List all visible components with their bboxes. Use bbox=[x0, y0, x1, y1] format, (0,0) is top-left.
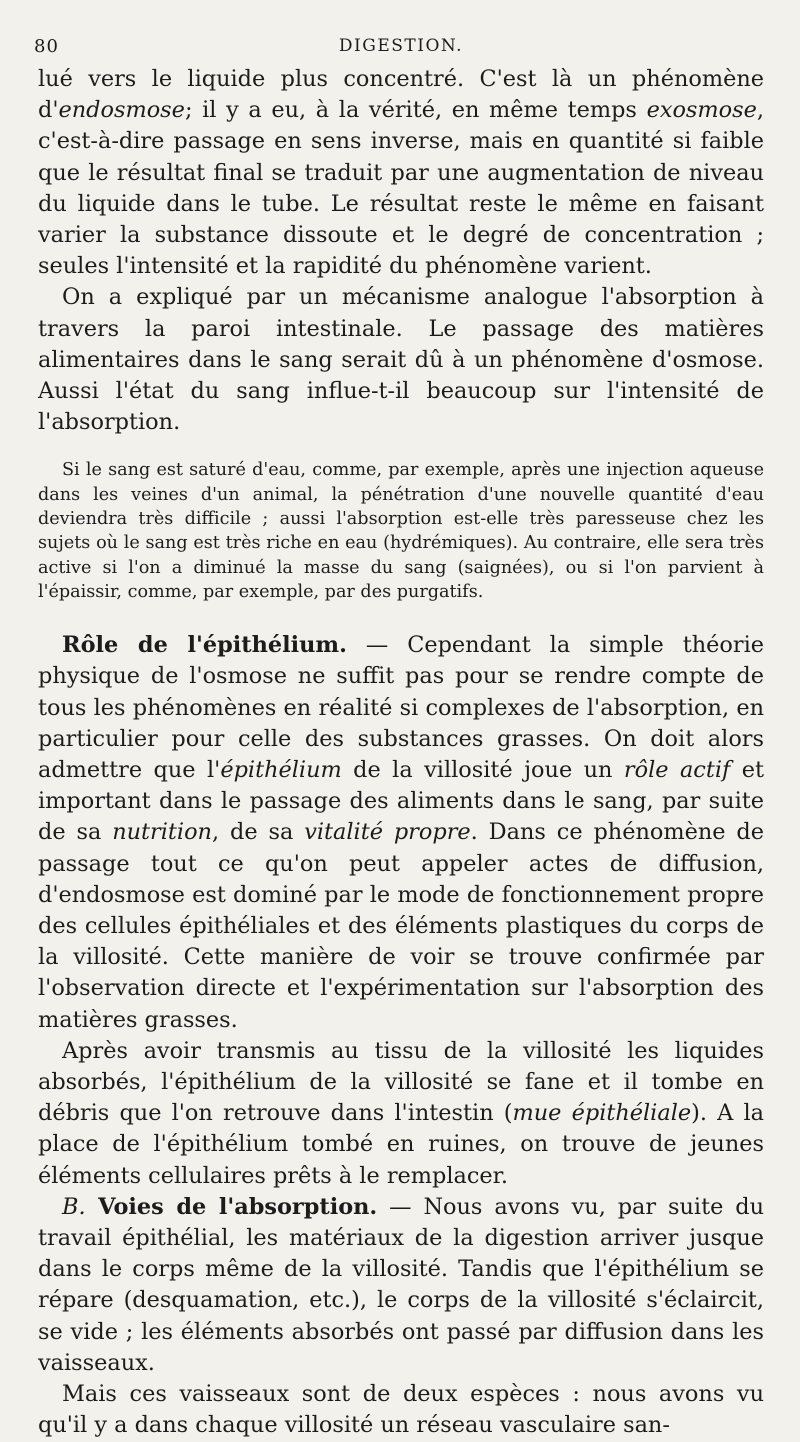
paragraph-vaisseaux: Mais ces vaisseaux sont de deux espèces : nous avons vu qu'il y a dans chaque villosité un réseau vasculaire san- bbox=[38, 1381, 764, 1439]
term-endosmose: endosmose bbox=[58, 97, 185, 124]
note-text: Si le sang est saturé d'eau, comme, par exemple, après une injection aqueuse dans les veines d'un animal, la pénétration d'une nouvelle quantité d'eau deviendra très difficile ; aussi l'absorption est-elle très paresseuse chez les sujets où le sang est très riche en eau (hydrémiques). Au contraire, elle sera très active si l'on a diminué la masse du sang (saignées), ou si l'on parvient à l'épaissir, comme, par exemple, par des purgatifs. bbox=[38, 460, 764, 602]
section-letter: B. bbox=[62, 1193, 86, 1220]
paragraph-endosmose: lué vers le liquide plus concentré. C'est là un phénomène d'endosmose; il y a eu, à la vérité, en même temps exosmose, c'est-à-dire passage en sens inverse, mais en quantité si faible que le résultat final se traduit par une augmentation de niveau du liquide dans le tube. Le résultat reste le même en faisant varier la substance dissoute et le degré de concentration ; seules l'intensité et la rapidité du phénomène varient. bbox=[38, 66, 764, 280]
small-print-note bbox=[38, 458, 764, 604]
section-role-epithelium: Rôle de l'épithélium. — Cependant la simple théorie physique de l'osmose ne suffit pas pour se rendre compte de tous les phénomènes en réalité si complexes de l'absorption, en particulier pour celle des substances grasses. On doit alors admettre que l'épithélium de la villosité joue un rôle actif et important dans le passage des aliments dans le sang, par suite de sa nutrition, de sa vitalité propre. Dans ce phénomène de passage tout ce qu'on peut appeler actes de diffusion, d'endosmose est dominé par le mode de fonctionnement propre des cellules épithéliales et des éléments plastiques du corps de la villosité. Cette manière de voir se trouve confirmée par l'observation directe et l'expérimentation sur l'absorption des matières grasses. bbox=[38, 632, 764, 1033]
section-voies-absorption: B. Voies de l'absorption. — Nous avons vu, par suite du travail épithélial, les matériaux de la digestion arriver jusque dans le corps même de la villosité. Tandis que l'épithélium se répare (desquamation, etc.), le corps de la villosité s'éclaircit, se vide ; les éléments absorbés ont passé par diffusion dans les vaisseaux. bbox=[38, 1193, 764, 1376]
term-epithelium: épithélium bbox=[220, 757, 342, 784]
term-nutrition: nutrition bbox=[112, 819, 212, 846]
section-heading-epithelium: Rôle de l'épithélium. bbox=[62, 632, 347, 659]
page-number: 80 bbox=[34, 36, 59, 57]
term-exosmose: exosmose bbox=[646, 97, 757, 124]
term-mue-epitheliale: mue épithéliale bbox=[512, 1100, 692, 1127]
page-header bbox=[34, 30, 764, 64]
running-title: DIGESTION. bbox=[338, 36, 464, 56]
section-heading-voies: Voies de l'absorption. bbox=[85, 1193, 378, 1220]
paragraph-osmose: On a expliqué par un mécanisme analogue l'absorption à travers la paroi intestinale. Le passage des matières alimentaires dans le sang serait dû à un phénomène d'osmose. Aussi l'état du sang influe-t-il beaucoup sur l'intensité de l'absorption. bbox=[38, 284, 764, 436]
term-role-actif: rôle actif bbox=[623, 757, 731, 784]
paragraph-mue-epitheliale: Après avoir transmis au tissu de la villosité les liquides absorbés, l'épithélium de la villosité se fane et il tombe en débris que l'on retrouve dans l'intestin (mue épithéliale). A la place de l'épithélium tombé en ruines, on trouve de jeunes éléments cellulaires prêts à le remplacer. bbox=[38, 1037, 764, 1189]
body-text bbox=[38, 64, 764, 1442]
term-vitalite-propre: vitalité propre bbox=[304, 819, 471, 846]
